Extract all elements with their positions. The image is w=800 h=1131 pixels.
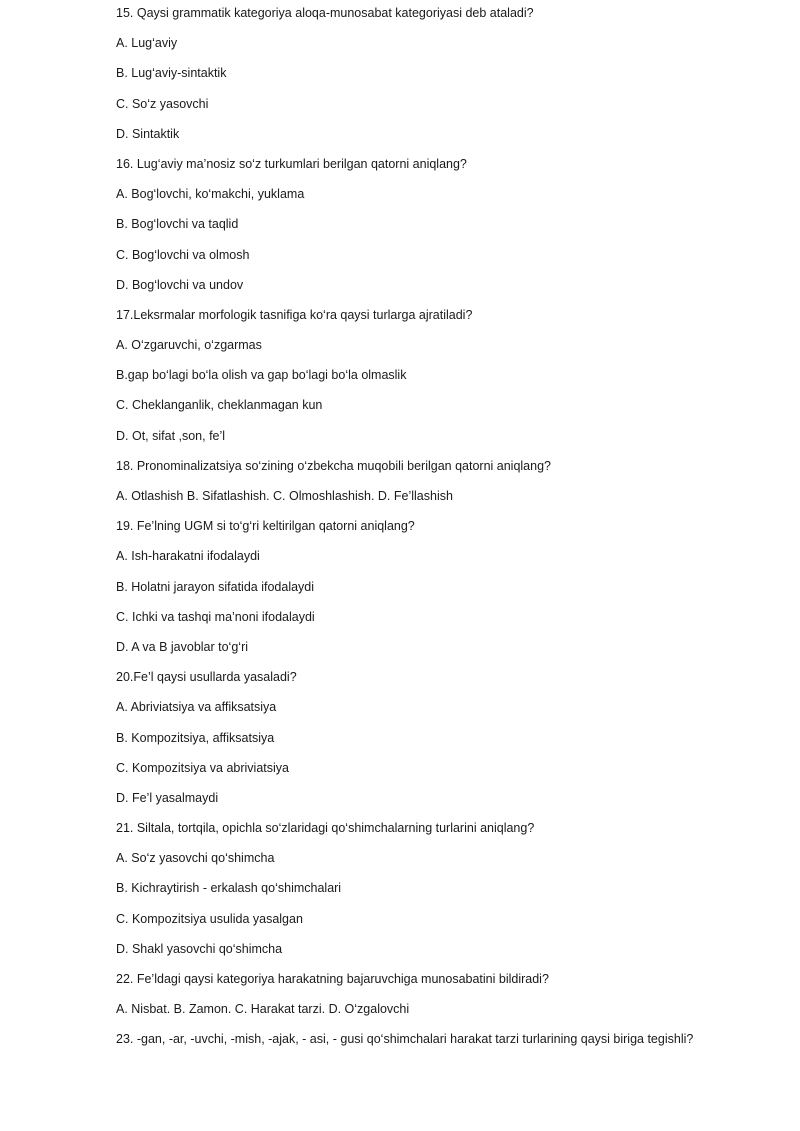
question-17-option-b: B.gap bo‘lagi bo‘la olish va gap bo‘lagi bo‘la olmaslik <box>116 368 407 383</box>
question-15-option-b: B. Lug‘aviy-sintaktik <box>116 66 227 81</box>
question-20-option-a: A. Abriviatsiya va affiksatsiya <box>116 700 277 715</box>
question-15-option-c: C. So‘z yasovchi <box>116 96 209 111</box>
question-20-option-d: D. Fe’l yasalmaydi <box>116 790 219 805</box>
question-21-option-a: A. So‘z yasovchi qo‘shimcha <box>116 851 275 866</box>
question-18-options: A. Otlashish B. Sifatlashish. C. Olmoshlashish. D. Fe’llashish <box>116 489 453 503</box>
question-15: 15. Qaysi grammatik kategoriya aloqa-munosabat kategoriyasi deb ataladi? <box>116 6 534 20</box>
question-21-option-c: C. Kompozitsiya usulida yasalgan <box>116 911 303 926</box>
question-18: 18. Pronominalizatsiya so‘zining o‘zbekcha muqobili berilgan qatorni aniqlang? <box>116 458 551 473</box>
question-19-option-c: C. Ichki va tashqi ma’noni ifodalaydi <box>116 609 315 624</box>
question-17-option-d: D. Ot, sifat ,son, fe’l <box>116 428 226 443</box>
question-19-option-a: A. Ish-harakatni ifodalaydi <box>116 549 260 564</box>
question-19-option-d: D. A va B javoblar to‘g‘ri <box>116 639 249 654</box>
question-15-option-d: D. Sintaktik <box>116 126 180 141</box>
question-16-option-c: C. Bog‘lovchi va olmosh <box>116 247 250 262</box>
question-20-option-c: C. Kompozitsiya va abriviatsiya <box>116 760 289 775</box>
question-22-options: A. Nisbat. B. Zamon. C. Harakat tarzi. D. O‘zgalovchi <box>116 1002 410 1017</box>
question-19-option-b: B. Holatni jarayon sifatida ifodalaydi <box>116 579 315 594</box>
question-21-option-b: B. Kichraytirish - erkalash qo‘shimchalari <box>116 881 342 896</box>
question-16-option-b: B. Bog‘lovchi va taqlid <box>116 217 239 232</box>
question-16: 16. Lug‘aviy ma’nosiz so‘z turkumlari berilgan qatorni aniqlang? <box>116 156 467 171</box>
question-16-option-a: A. Bog‘lovchi, ko‘makchi, yuklama <box>116 187 305 202</box>
question-17-option-c: C. Cheklanganlik, cheklanmagan kun <box>116 398 323 413</box>
question-20-option-b: B. Kompozitsiya, affiksatsiya <box>116 730 275 745</box>
question-22: 22. Fe’ldagi qaysi kategoriya harakatning bajaruvchiga munosabatini bildiradi? <box>116 972 549 986</box>
question-17: 17.Leksrmalar morfologik tasnifiga ko‘ra qaysi turlarga ajratiladi? <box>116 307 473 322</box>
question-list <box>116 3 786 1060</box>
question-21: 21. Siltala, tortqila, opichla so‘zlaridagi qo‘shimchalarning turlarini aniqlang? <box>116 821 535 836</box>
question-17-option-a: A. O‘zgaruvchi, o‘zgarmas <box>116 338 262 353</box>
question-16-option-d: D. Bog‘lovchi va undov <box>116 277 244 292</box>
question-19: 19. Fe’lning UGM si to‘g‘ri keltirilgan qatorni aniqlang? <box>116 519 415 534</box>
question-21-option-d: D. Shakl yasovchi qo‘shimcha <box>116 941 283 956</box>
question-20: 20.Fe’l qaysi usullarda yasaladi? <box>116 670 297 685</box>
question-23: 23. -gan, -ar, -uvchi, -mish, -ajak, - asi, - gusi qo‘shimchalari harakat tarzi turlarining qaysi biriga tegishli? <box>116 1032 694 1047</box>
question-15-option-a: A. Lug‘aviy <box>116 36 178 51</box>
